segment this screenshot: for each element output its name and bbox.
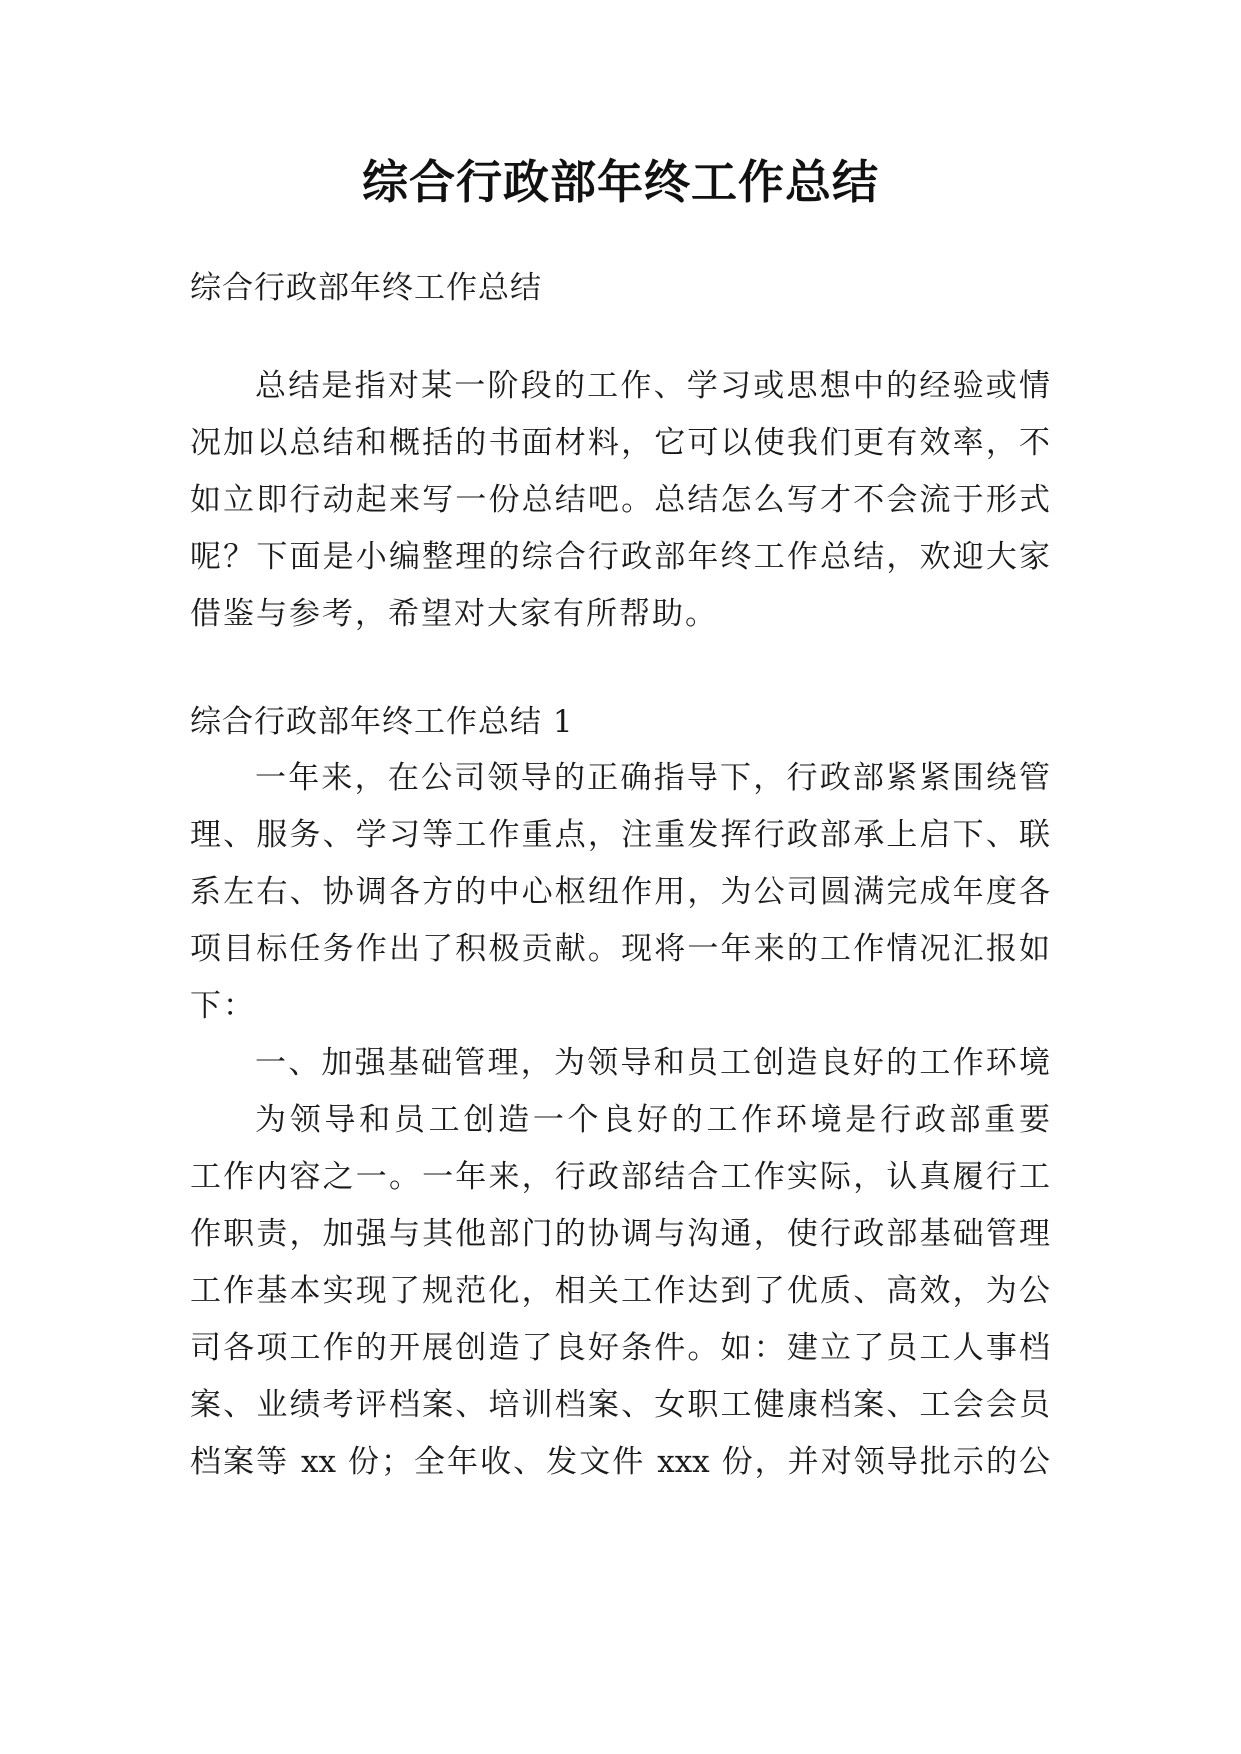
paragraph-line: 司各项工作的开展创造了良好条件。如：建立了员工人事档 xyxy=(190,1330,1050,1366)
intro-line: 借鉴与参考，希望对大家有所帮助。 xyxy=(190,596,718,632)
paragraph-line: 下： xyxy=(190,988,256,1024)
paragraph-line: 作职责，加强与其他部门的协调与沟通，使行政部基础管理 xyxy=(190,1216,1050,1252)
intro-line: 况加以总结和概括的书面材料，它可以使我们更有效率，不 xyxy=(190,425,1050,461)
document-title: 综合行政部年终工作总结 xyxy=(362,155,879,209)
paragraph-line: 档案等 xx 份；全年收、发文件 xxx 份，并对领导批示的公 xyxy=(190,1444,1050,1480)
document-subtitle: 综合行政部年终工作总结 xyxy=(190,270,542,306)
paragraph-line: 理、服务、学习等工作重点，注重发挥行政部承上启下、联 xyxy=(190,817,1050,853)
paragraph-line: 系左右、协调各方的中心枢纽作用，为公司圆满完成年度各 xyxy=(190,874,1050,910)
paragraph-line: 一年来，在公司领导的正确指导下，行政部紧紧围绕管 xyxy=(255,760,1050,796)
paragraph-line: 案、业绩考评档案、培训档案、女职工健康档案、工会会员 xyxy=(190,1387,1050,1423)
intro-line: 呢？下面是小编整理的综合行政部年终工作总结，欢迎大家 xyxy=(190,539,1050,575)
paragraph-line: 工作内容之一。一年来，行政部结合工作实际，认真履行工 xyxy=(190,1159,1050,1195)
intro-line: 总结是指对某一阶段的工作、学习或思想中的经验或情 xyxy=(255,368,1050,404)
paragraph-line: 工作基本实现了规范化，相关工作达到了优质、高效，为公 xyxy=(190,1273,1050,1309)
paragraph-line: 为领导和员工创造一个良好的工作环境是行政部重要 xyxy=(255,1102,1050,1138)
section-heading: 一、加强基础管理，为领导和员工创造良好的工作环境 xyxy=(255,1045,1050,1081)
intro-line: 如立即行动起来写一份总结吧。总结怎么写才不会流于形式 xyxy=(190,482,1050,518)
section-title: 综合行政部年终工作总结 1 xyxy=(190,704,574,740)
paragraph-line: 项目标任务作出了积极贡献。现将一年来的工作情况汇报如 xyxy=(190,931,1050,967)
